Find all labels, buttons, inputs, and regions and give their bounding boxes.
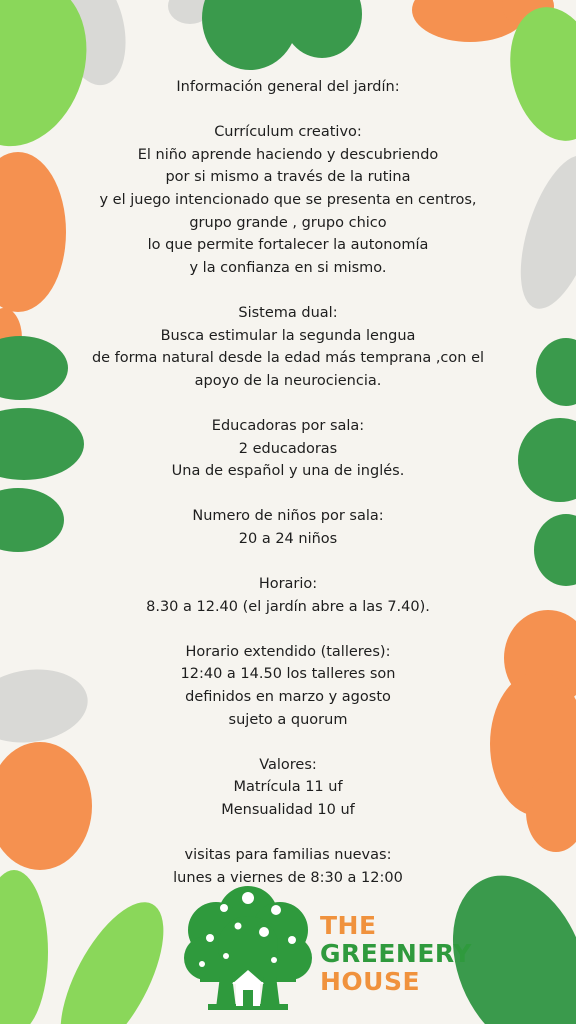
section-line: 8.30 a 12.40 (el jardín abre a las 7.40). (146, 598, 430, 615)
section-line: y la confianza en si mismo. (189, 259, 387, 276)
section-horario (0, 573, 576, 618)
logo-text-the: THE (320, 911, 377, 940)
section-heading: Horario: (258, 576, 318, 593)
section-line: definidos en marzo y agosto (185, 689, 391, 706)
logo-wordmark (320, 912, 472, 996)
section-ninos-por-sala (0, 505, 576, 550)
section-curriculum (0, 121, 576, 279)
section-line: Una de español y una de inglés. (171, 463, 405, 480)
section-heading: Currículum creativo: (214, 124, 362, 141)
section-heading: Sistema dual: (238, 304, 338, 321)
section-heading: Valores: (259, 756, 317, 773)
logo-text-greenery: GREENERY (320, 939, 472, 968)
section-educadoras (0, 415, 576, 483)
tree-house-icon (180, 880, 316, 1010)
section-heading: visitas para familias nuevas: (184, 847, 392, 864)
greenery-house-logo (180, 880, 472, 1010)
section-line: lo que permite fortalecer la autonomía (147, 237, 429, 254)
section-line: lunes a viernes de 8:30 a 12:00 (173, 869, 403, 886)
section-heading: Horario extendido (talleres): (185, 643, 391, 660)
section-valores (0, 754, 576, 822)
section-sistema-dual (0, 302, 576, 392)
logo-text-house: HOUSE (320, 967, 421, 996)
section-heading: Numero de niños por sala: (192, 508, 384, 525)
section-line: de forma natural desde la edad más temprana ,con el (91, 350, 485, 367)
section-line: 12:40 a 14.50 los talleres son (180, 666, 396, 683)
section-line: Mensualidad 10 uf (221, 802, 355, 818)
section-line: 20 a 24 niños (238, 530, 338, 547)
section-line: por si mismo a través de la rutina (165, 169, 411, 186)
section-line: sujeto a quorum (228, 711, 348, 728)
section-heading: Educadoras por sala: (211, 417, 365, 434)
section-line: 2 educadoras (238, 440, 338, 457)
section-line: grupo grande , grupo chico (189, 214, 387, 231)
section-line: y el juego intencionado que se presenta en centros, (99, 191, 477, 208)
info-text-block (0, 76, 576, 912)
section-line: Busca estimular la segunda lengua (160, 327, 416, 344)
section-line: apoyo de la neurociencia. (194, 372, 382, 389)
page-title: Información general del jardín: (176, 79, 400, 95)
section-horario-extendido (0, 641, 576, 731)
green-petal-shape (282, 0, 362, 58)
section-line: Matrícula 11 uf (233, 779, 343, 796)
section-line: El niño aprende haciendo y descubriendo (137, 146, 439, 163)
